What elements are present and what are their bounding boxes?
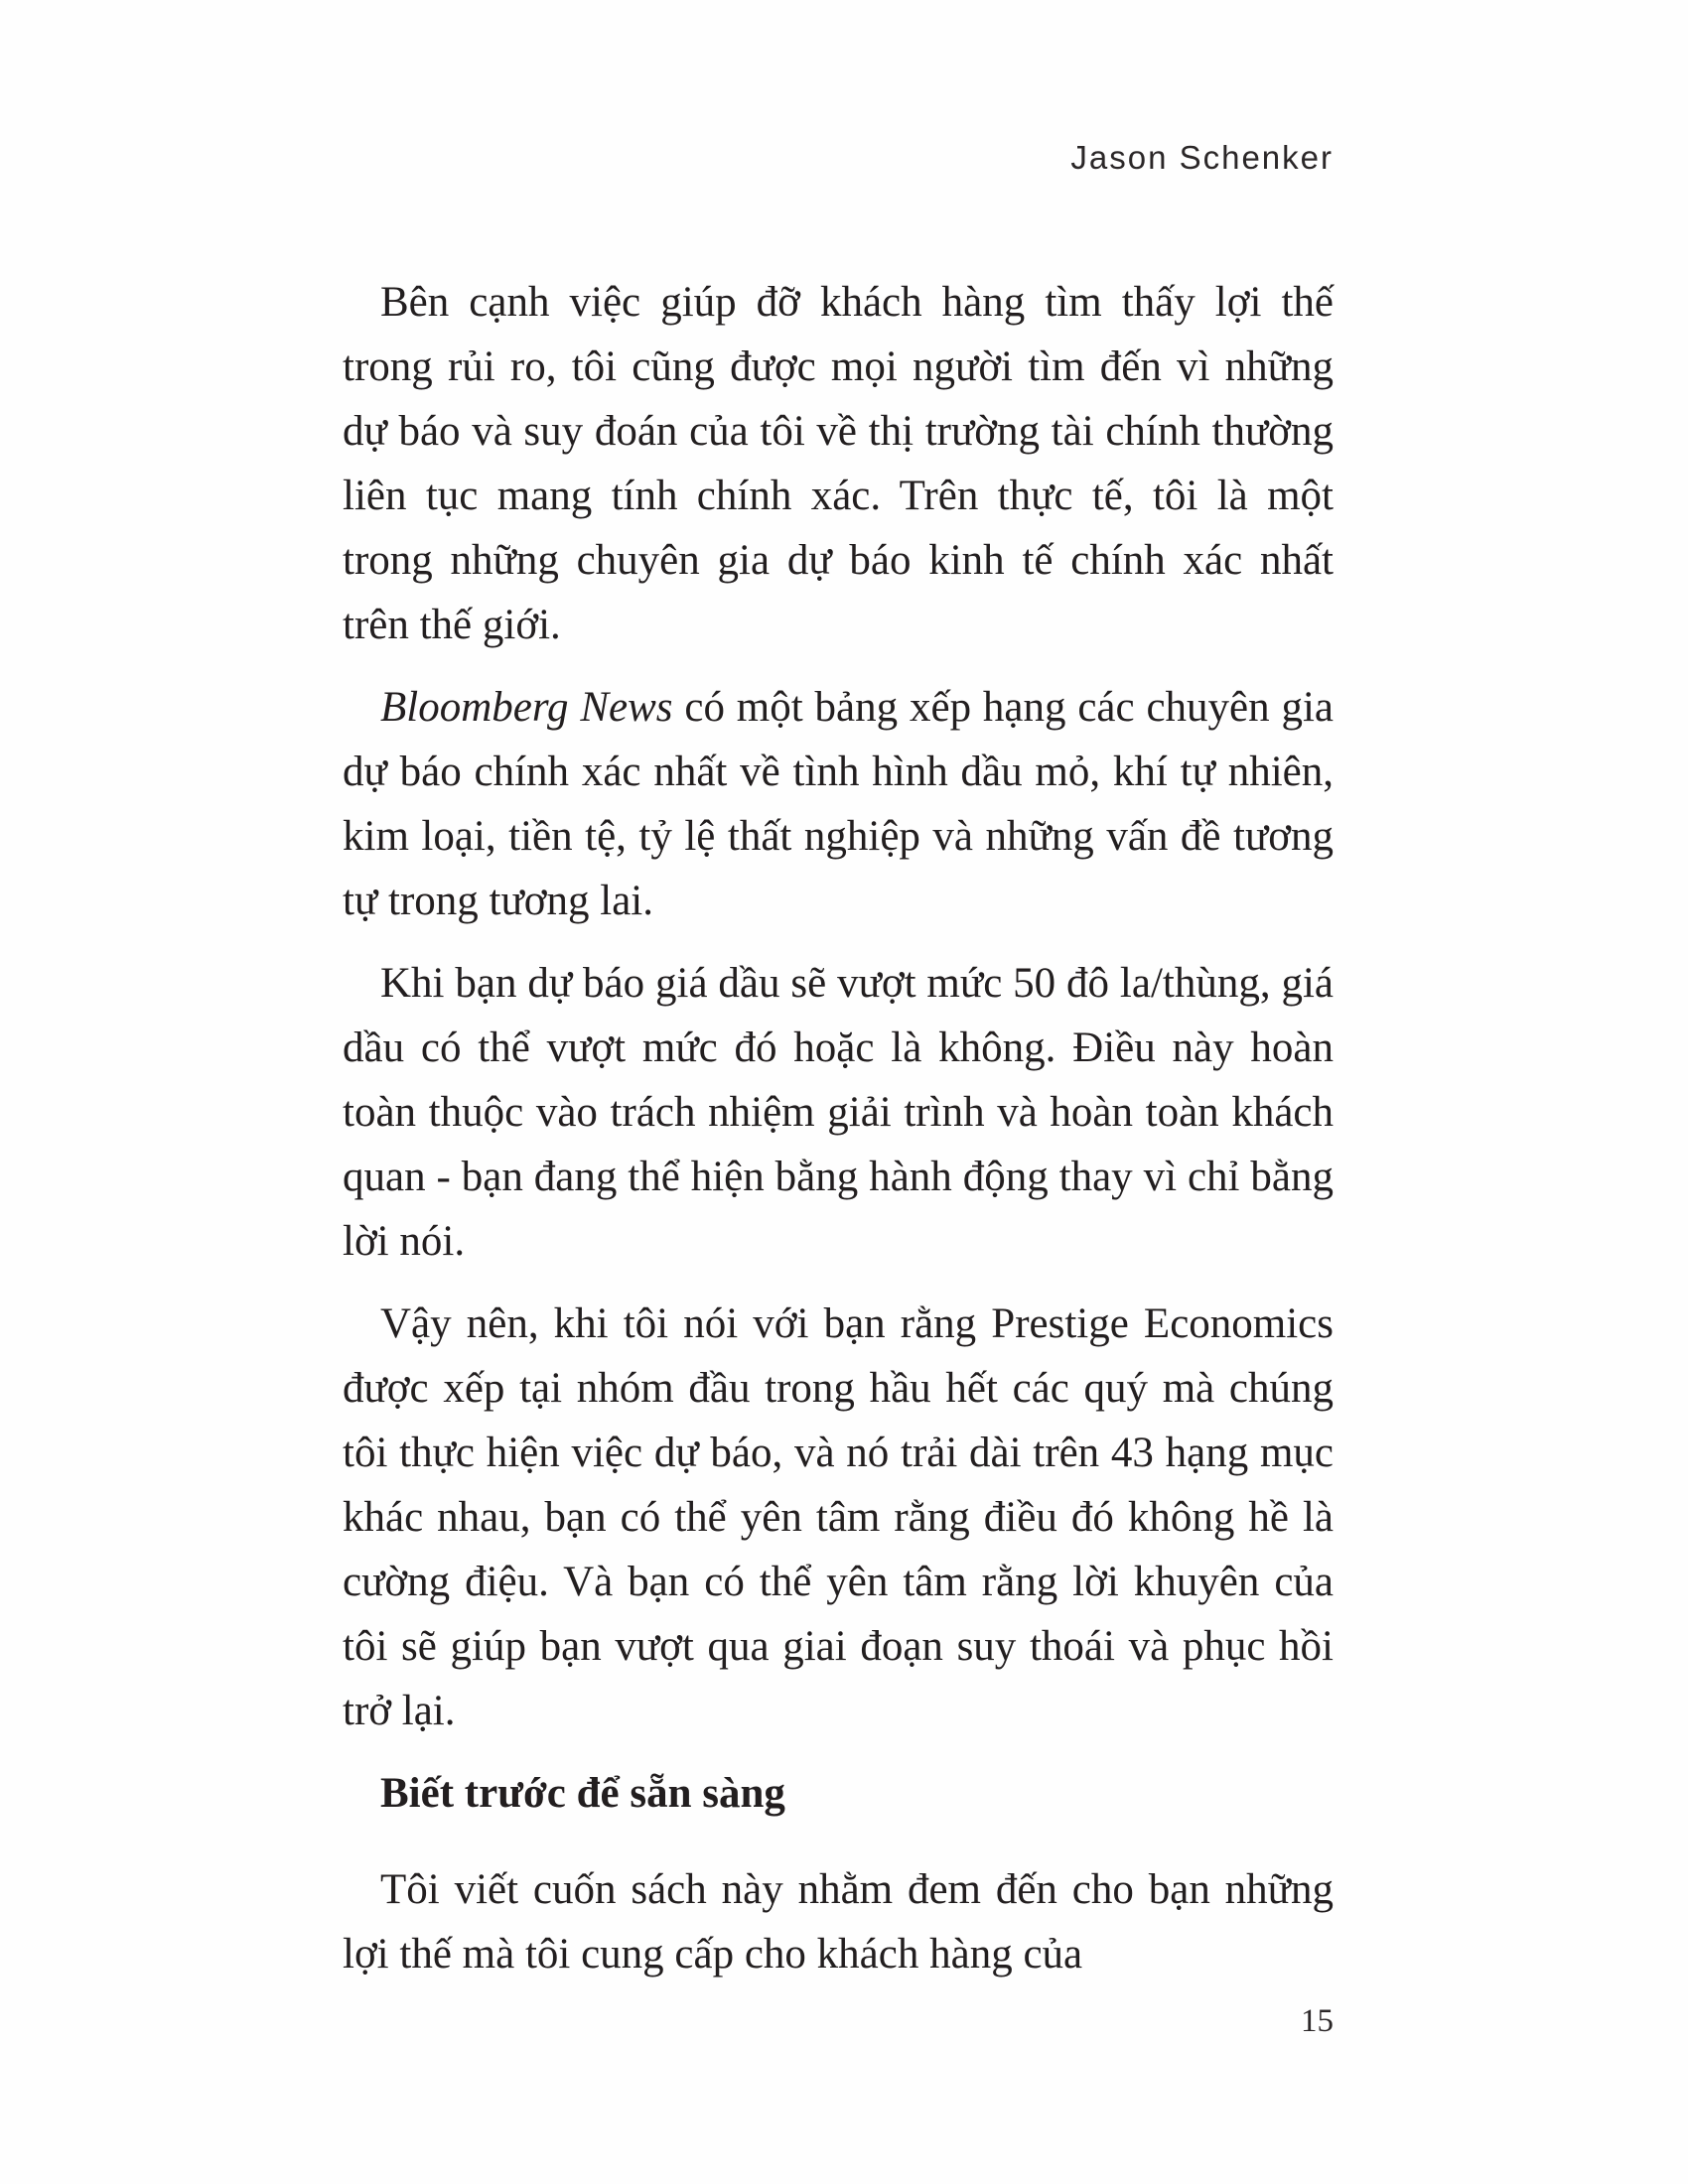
running-header-author: Jason Schenker [1070,139,1334,176]
body-paragraph-2 [343,675,1334,933]
body-paragraph-3: Khi bạn dự báo giá dầu sẽ vượt mức 50 đô la/thùng, giá dầu có thể vượt mức đó hoặc là không. Điều này hoàn toàn thuộc vào trách nhiệm giải trình và hoàn toàn khách quan - bạn đang thể hiện bằng hành động thay vì chỉ bằng lời nói. [343,960,1334,1265]
body-paragraph-4: Vậy nên, khi tôi nói với bạn rằng Prestige Economics được xếp tại nhóm đầu trong hầu hết các quý mà chúng tôi thực hiện việc dự báo, và nó trải dài trên 43 hạng mục khác nhau, bạn có thể yên tâm rằng điều đó không hề là cường điệu. Và bạn có thể yên tâm rằng lời khuyên của tôi sẽ giúp bạn vượt qua giai đoạn suy thoái và phục hồi trở lại. [343,1300,1334,1734]
publication-name-italic: Bloomberg News [380,684,673,731]
page-number: 15 [1301,2003,1334,2039]
body-paragraph-2-text: có một bảng xếp hạng các chuyên gia dự báo chính xác nhất về tình hình dầu mỏ, khí tự nhiên, kim loại, tiền tệ, tỷ lệ thất nghiệp và những vấn đề tương tự trong tương lai. [343,684,1335,924]
body-paragraph-1: Bên cạnh việc giúp đỡ khách hàng tìm thấy lợi thế trong rủi ro, tôi cũng được mọi người tìm đến vì những dự báo và suy đoán của tôi về thị trường tài chính thường liên tục mang tính chính xác. Trên thực tế, tôi là một trong những chuyên gia dự báo kinh tế chính xác nhất trên thế giới. [343,279,1334,648]
page-body-text [343,270,1334,2004]
body-paragraph-5: Tôi viết cuốn sách này nhằm đem đến cho bạn những lợi thế mà tôi cung cấp cho khách hàng của [343,1866,1334,1978]
section-heading: Biết trước để sẵn sàng [380,1770,785,1817]
